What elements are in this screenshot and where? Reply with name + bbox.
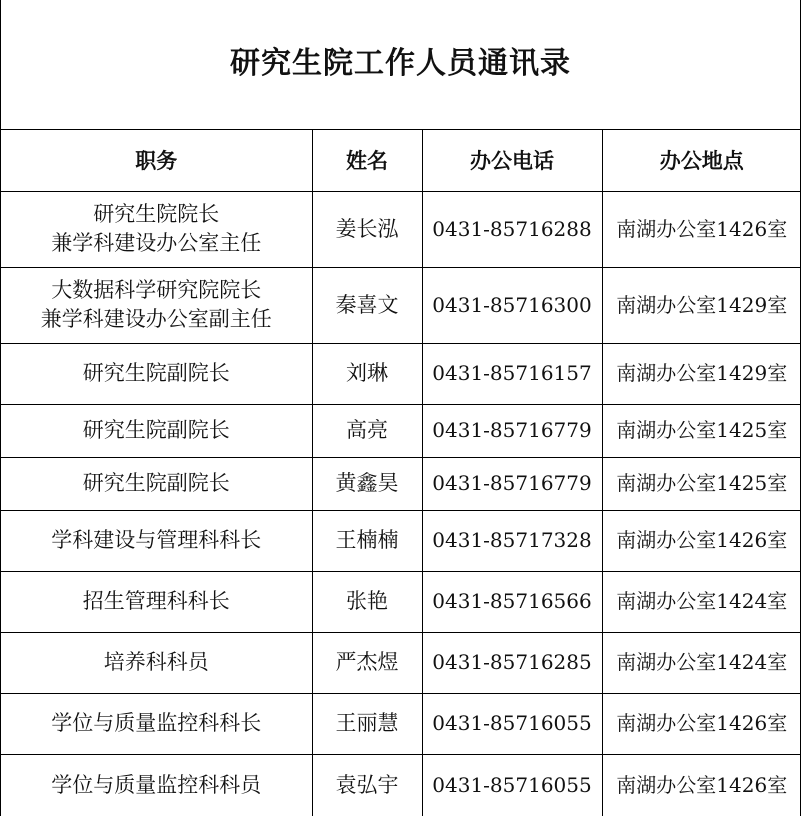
name-cell: 黄鑫昊 xyxy=(312,457,422,510)
location-cell: 南湖办公室1425室 xyxy=(602,404,801,457)
location-cell: 南湖办公室1424室 xyxy=(602,632,801,693)
location-cell: 南湖办公室1429室 xyxy=(602,343,801,404)
header-phone: 办公电话 xyxy=(422,130,602,191)
location-cell: 南湖办公室1426室 xyxy=(602,191,801,267)
phone-cell: 0431-85716779 xyxy=(422,404,602,457)
location-cell: 南湖办公室1424室 xyxy=(602,571,801,632)
contact-table xyxy=(1,130,801,816)
position-line: 研究生院院长 xyxy=(93,202,220,226)
name-cell: 姜长泓 xyxy=(312,191,422,267)
phone-cell: 0431-85716566 xyxy=(422,571,602,632)
name-cell: 秦喜文 xyxy=(312,267,422,343)
table-row xyxy=(1,510,801,571)
table-row xyxy=(1,754,801,816)
name-cell: 刘琳 xyxy=(312,343,422,404)
header-location: 办公地点 xyxy=(602,130,801,191)
title-area xyxy=(1,0,800,130)
position-cell xyxy=(1,267,312,343)
phone-cell: 0431-85716157 xyxy=(422,343,602,404)
phone-cell: 0431-85716285 xyxy=(422,632,602,693)
phone-cell: 0431-85716300 xyxy=(422,267,602,343)
table-row xyxy=(1,404,801,457)
position-cell: 研究生院副院长 xyxy=(1,404,312,457)
phone-cell: 0431-85716288 xyxy=(422,191,602,267)
position-cell: 招生管理科科长 xyxy=(1,571,312,632)
location-cell: 南湖办公室1425室 xyxy=(602,457,801,510)
position-cell: 培养科科员 xyxy=(1,632,312,693)
phone-cell: 0431-85716055 xyxy=(422,754,602,816)
position-line: 大数据科学研究院院长 xyxy=(51,278,262,302)
position-line: 兼学科建设办公室主任 xyxy=(51,231,262,255)
table-row xyxy=(1,457,801,510)
header-position: 职务 xyxy=(1,130,312,191)
phone-cell: 0431-85716779 xyxy=(422,457,602,510)
position-line: 兼学科建设办公室副主任 xyxy=(40,307,272,331)
name-cell: 高亮 xyxy=(312,404,422,457)
position-cell: 研究生院副院长 xyxy=(1,457,312,510)
location-cell: 南湖办公室1429室 xyxy=(602,267,801,343)
table-row xyxy=(1,343,801,404)
name-cell: 严杰煜 xyxy=(312,632,422,693)
header-name: 姓名 xyxy=(312,130,422,191)
location-cell: 南湖办公室1426室 xyxy=(602,754,801,816)
name-cell: 王丽慧 xyxy=(312,693,422,754)
phone-cell: 0431-85716055 xyxy=(422,693,602,754)
location-cell: 南湖办公室1426室 xyxy=(602,510,801,571)
name-cell: 王楠楠 xyxy=(312,510,422,571)
position-cell xyxy=(1,191,312,267)
name-cell: 张艳 xyxy=(312,571,422,632)
table-header-row xyxy=(1,130,801,191)
table-row xyxy=(1,693,801,754)
table-row xyxy=(1,632,801,693)
position-cell: 学位与质量监控科科员 xyxy=(1,754,312,816)
page-title: 研究生院工作人员通讯录 xyxy=(230,45,571,81)
location-cell: 南湖办公室1426室 xyxy=(602,693,801,754)
table-row xyxy=(1,191,801,267)
position-cell: 研究生院副院长 xyxy=(1,343,312,404)
table-row xyxy=(1,267,801,343)
table-row xyxy=(1,571,801,632)
position-cell: 学位与质量监控科科长 xyxy=(1,693,312,754)
name-cell: 袁弘宇 xyxy=(312,754,422,816)
position-cell: 学科建设与管理科科长 xyxy=(1,510,312,571)
phone-cell: 0431-85717328 xyxy=(422,510,602,571)
